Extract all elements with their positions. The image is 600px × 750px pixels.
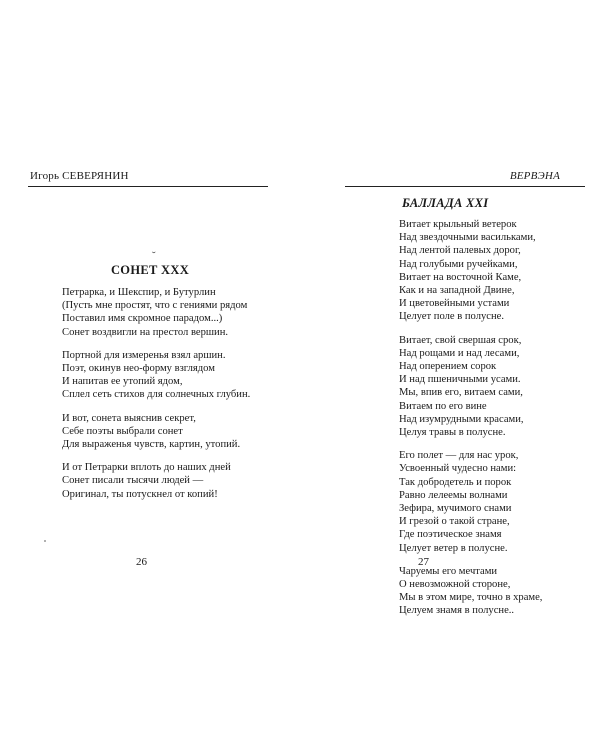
verse-line: Так добродетель и порок [399, 476, 512, 488]
verse-line: (Пусть мне простят, что с гениями рядом [62, 300, 248, 312]
verse-line: Чаруемы его мечтами [399, 565, 498, 577]
running-head-author: Игорь СЕВЕРЯНИН [30, 170, 129, 182]
verse-line: Над рощами и над лесами, [399, 347, 520, 359]
verse-line: И цветовейными устами [399, 298, 510, 310]
verse-line: Петрарка, и Шекспир, и Бутурлин [62, 287, 216, 298]
stanza [62, 461, 292, 501]
verse-line: Над звездочными васильками, [399, 232, 536, 244]
verse-line: И над пшеничными усами. [399, 374, 521, 386]
verse-line: И от Петрарки вплоть до наших дней [62, 462, 231, 474]
header-rule [345, 186, 585, 187]
stanza [62, 286, 292, 339]
stanza [62, 349, 292, 402]
verse-line: Целует ветер в полусне. [399, 542, 508, 554]
right-page [300, 0, 600, 750]
verse-line: Витает, свой свершая срок, [399, 334, 522, 346]
verse-line: И грезой о такой стране, [399, 516, 510, 528]
verse-line: Мы, впив его, витаем сами, [399, 387, 523, 399]
running-head-book: ВЕРВЭНА [509, 170, 560, 182]
verse-line: Поставил имя скромное парадом...) [62, 313, 223, 325]
page-number: 26 [136, 556, 147, 568]
verse-line: Над голубыми ручейками, [399, 258, 518, 270]
stanza [399, 565, 594, 618]
verse-line: Сонет воздвигли на престол вершин. [62, 326, 229, 338]
verse-line: Сонет писали тысячи людей — [62, 475, 204, 487]
verse-line: Витает крыльный ветерок [399, 219, 517, 230]
breve-mark: ˘ [152, 250, 156, 262]
stanza [399, 334, 594, 440]
verse-line: Поэт, окинув нео-форму взглядом [62, 363, 215, 375]
verse-line: Где поэтическое знамя [399, 529, 502, 541]
verse-line: Для выраженья чувств, картин, утопий. [62, 439, 241, 451]
verse-line: Сплел сеть стихов для солнечных глубин. [62, 389, 251, 401]
verse-line: О невозможной стороне, [399, 579, 511, 591]
stanza [399, 449, 594, 555]
verse-line: Целуем знамя в полусне.. [399, 605, 515, 617]
verse-line: Себе поэты выбрали сонет [62, 425, 183, 437]
verse-line: Витаем по его вине [399, 400, 487, 412]
poem-body [62, 286, 292, 511]
verse-line: И вот, сонета выяснив секрет, [62, 412, 196, 424]
poem-title: СОНЕТ XXX [110, 263, 190, 277]
page-number: 27 [418, 556, 429, 568]
verse-line: Мы в этом мире, точно в храме, [399, 592, 543, 604]
stanza [62, 412, 292, 452]
verse-line: И напитав ее утопий ядом, [62, 376, 183, 388]
verse-line: Равно лелеемы волнами [399, 489, 508, 501]
verse-line: Целует поле в полусне. [399, 311, 505, 323]
verse-line: Как и на западной Двине, [399, 285, 515, 297]
verse-line: Целуя травы в полусне. [399, 427, 506, 439]
verse-line: Над лентой палевых дорог, [399, 245, 521, 257]
verse-line: Оригинал, ты потускнел от копий! [62, 488, 218, 500]
verse-line: Зефира, мучимого снами [399, 503, 512, 515]
header-rule [28, 186, 268, 187]
verse-line: Витает на восточной Каме, [399, 271, 522, 283]
stanza [399, 218, 594, 324]
print-speck [44, 540, 46, 542]
poem-title: БАЛЛАДА XXI [402, 196, 489, 210]
verse-line: Над изумрудными красами, [399, 413, 524, 425]
verse-line: Его полет — для нас урок, [399, 450, 519, 462]
verse-line: Усвоенный чудесно нами: [399, 463, 517, 475]
verse-line: Над оперением сорок [399, 361, 497, 373]
verse-line: Портной для измеренья взял аршин. [62, 349, 226, 361]
